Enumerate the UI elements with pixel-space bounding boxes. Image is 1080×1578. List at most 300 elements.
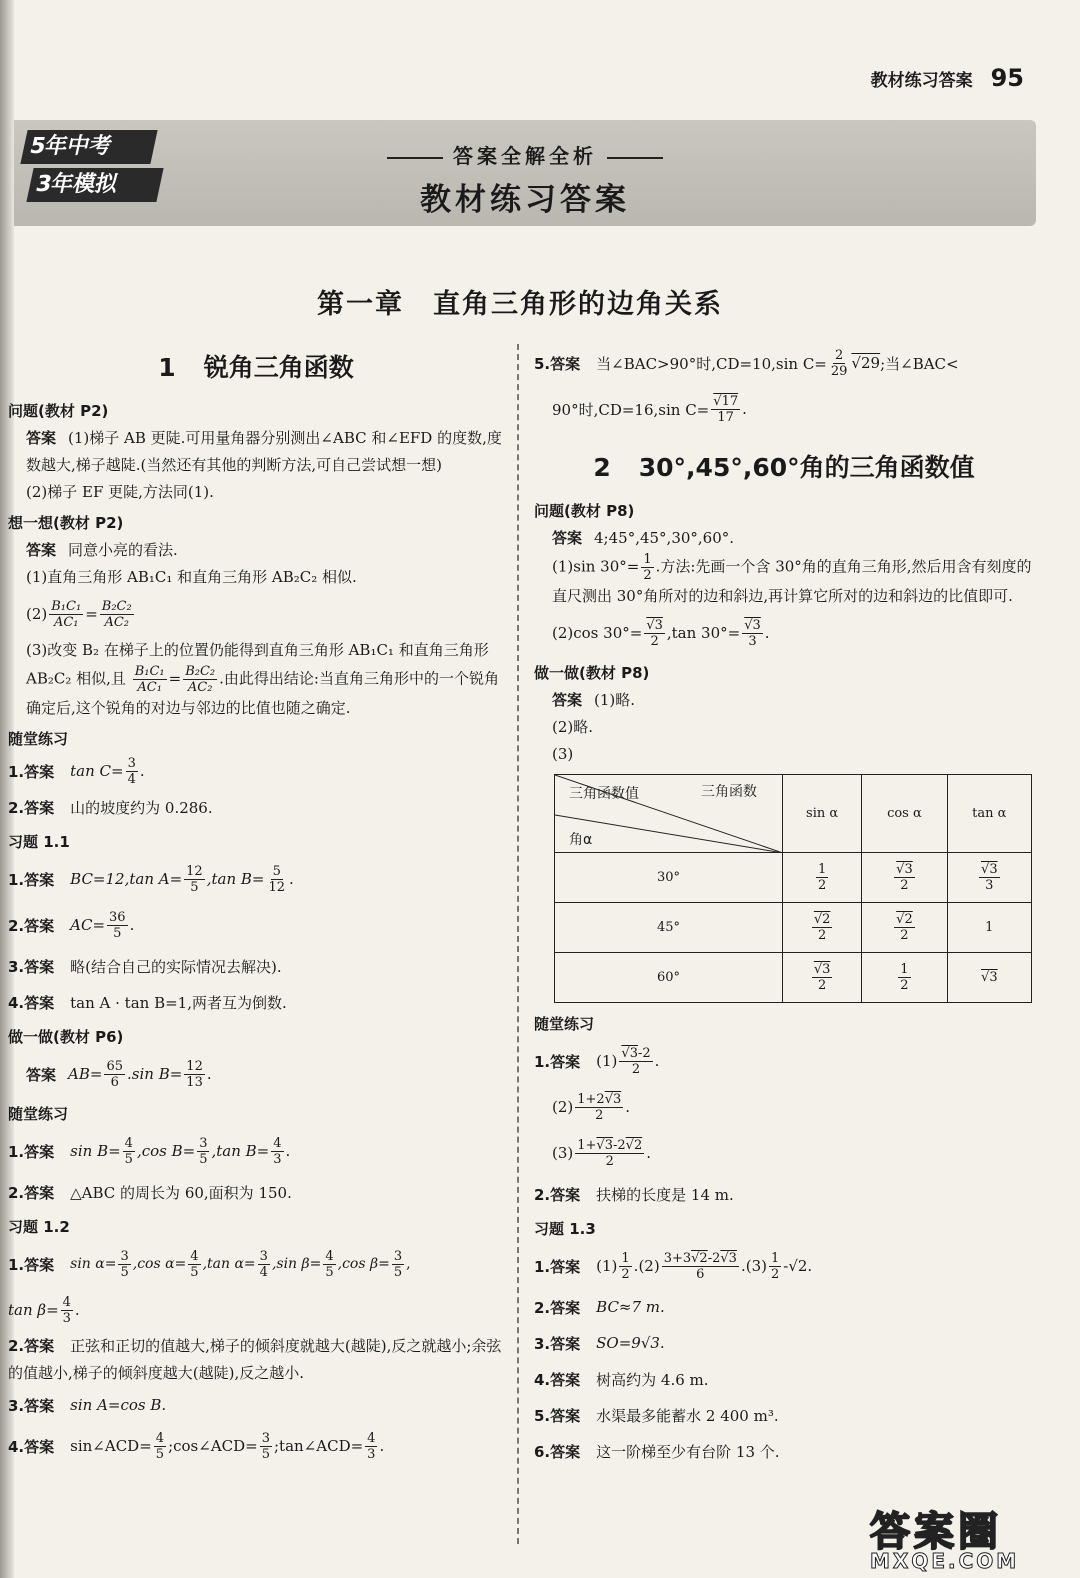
xiti13-answer-2	[534, 1289, 1034, 1325]
answer-text: .	[764, 624, 770, 642]
fraction	[118, 1249, 130, 1280]
suitang3-answer-1	[534, 1038, 1034, 1084]
answer-label: 答案	[26, 429, 57, 447]
numerator: √ 2	[812, 912, 833, 928]
answer-label: 1.答案	[8, 762, 55, 781]
denominator: 2	[650, 633, 659, 649]
answer-text: ;当∠BAC<	[880, 354, 959, 373]
xiti11-answer-4	[8, 984, 504, 1020]
term: 3+3	[663, 1250, 692, 1266]
sqrt-value: √ 2	[691, 1251, 708, 1266]
heading-suitang-3: 随堂练习	[534, 1015, 595, 1033]
xiti12-answer-3	[8, 1387, 504, 1423]
answer-text: .	[289, 870, 294, 888]
sqrt-value: √ 2	[626, 1138, 643, 1153]
answer-5-s1	[534, 340, 1034, 386]
xiti11-answer-3	[8, 948, 504, 984]
denominator: 2	[900, 878, 909, 893]
answer-text: AB=	[68, 1065, 103, 1083]
answer-label: 答案	[26, 541, 57, 559]
table-row	[555, 853, 1032, 903]
suitang2-answer-1	[8, 1128, 504, 1174]
suitang3-answer-1b	[534, 1084, 1034, 1130]
answer-label: 6.答案	[534, 1442, 581, 1461]
site-watermark	[870, 1500, 1060, 1573]
denominator: 2	[900, 928, 909, 943]
numerator: √ 2	[894, 912, 915, 928]
term: -2	[613, 1137, 626, 1153]
answer-xiang-1	[8, 537, 504, 564]
answer-text: (1)	[596, 1257, 618, 1275]
zuo-p6-answer	[8, 1051, 504, 1097]
numerator: √ 17	[711, 394, 740, 410]
wenti-p8-answer-3	[534, 610, 1034, 656]
answer-text: .	[129, 916, 135, 934]
xiti12-answer-4	[8, 1423, 504, 1469]
numerator: 36	[109, 909, 126, 925]
denominator: 3	[273, 1151, 282, 1167]
banner-title: 教材练习答案	[420, 182, 630, 218]
answer-text: AC=	[70, 916, 106, 934]
heading-xiti-1-1: 习题 1.1	[8, 833, 70, 851]
denominator: AC₂	[104, 614, 129, 630]
fraction	[711, 394, 740, 425]
cell-tan45: 1	[947, 903, 1031, 953]
fraction	[126, 756, 138, 787]
sqrt-value: √ 3	[981, 970, 998, 985]
diag-label-values: 三角函数值	[569, 786, 639, 802]
fraction	[365, 1431, 377, 1462]
answer-text: 4;45°,45°,30°,60°.	[594, 529, 735, 547]
zuo-p8-answer-2: (2)略.	[552, 718, 594, 736]
fraction	[894, 912, 915, 943]
denominator: AC₂	[187, 680, 213, 695]
logo-line2: 3年模拟	[26, 168, 163, 202]
fraction	[188, 1249, 200, 1280]
section-2-title	[534, 448, 1034, 484]
numerator: 12	[186, 1058, 203, 1074]
answer-text: 山的坡度约为 0.286.	[70, 798, 213, 817]
xiti13-answer-6	[534, 1433, 1034, 1469]
denominator: 2	[817, 878, 827, 893]
numerator: 4	[367, 1430, 376, 1446]
numerator	[619, 1046, 652, 1062]
heading-suitang-2: 随堂练习	[8, 1105, 69, 1123]
answer-text: 90°时,CD=16,sin C=	[552, 400, 710, 419]
heading-xiti-1-3: 习题 1.3	[534, 1220, 596, 1238]
numerator: √ 3	[644, 618, 665, 634]
numerator: √ 3	[894, 862, 915, 878]
numerator: 5	[272, 863, 281, 879]
fraction	[619, 1046, 652, 1077]
denominator: 4	[127, 771, 136, 787]
answer-label: 2.答案	[8, 1337, 55, 1355]
denominator: 6	[110, 1074, 119, 1090]
term: 1+2	[577, 1091, 605, 1107]
answer-text: 扶梯的长度是 14 m.	[596, 1185, 734, 1204]
sqrt-value: √ 3	[621, 1046, 638, 1061]
suitang2-answer-2	[8, 1174, 504, 1210]
denominator: 2	[621, 1266, 630, 1282]
numerator: 4	[62, 1294, 71, 1310]
numerator: 4	[124, 1135, 133, 1151]
heading-wenti-p8: 问题(教材 P8)	[534, 502, 635, 520]
numerator: 3	[261, 1430, 270, 1446]
numerator: B₂C₂	[101, 598, 132, 614]
fraction	[154, 1431, 166, 1462]
fraction	[184, 1059, 205, 1090]
fraction	[184, 864, 205, 895]
trig-value-table	[554, 774, 1032, 1003]
answer-text: sin A=cos B.	[70, 1396, 167, 1414]
sqrt-value: √ 3	[605, 1092, 622, 1107]
wenti-p8-answer-2	[534, 552, 1034, 610]
xiti13-answer-1	[534, 1243, 1034, 1289]
answer-text: .由此得出结论:当直角三角形中的一个锐角确定后,这个锐角的对边与邻边的比值也随之确定.	[26, 669, 499, 717]
denominator: 2	[595, 1107, 604, 1123]
answer-label: 2.答案	[8, 798, 55, 817]
heading-xiang-p2: 想一想(教材 P2)	[8, 514, 124, 532]
banner-subtitle	[14, 140, 1036, 169]
answer-label: 1.答案	[8, 1255, 55, 1274]
numerator	[575, 1138, 644, 1154]
answer-text: .	[139, 762, 145, 780]
diag-label-angle: 角α	[569, 832, 593, 848]
denominator: 2	[817, 928, 827, 943]
fraction	[742, 618, 763, 649]
cell-cos60	[862, 953, 947, 1003]
answer-text: 同意小亮的看法.	[68, 541, 178, 559]
answer-text: (1)略.	[594, 691, 636, 709]
fraction	[662, 1251, 739, 1282]
answer-text: 略(结合自己的实际情况去解决).	[70, 957, 282, 976]
zuo-p8-answer-1	[534, 687, 1034, 714]
diag-label-function: 三角函数	[701, 784, 757, 800]
numerator: 4	[325, 1248, 334, 1264]
answer-text: .	[74, 1301, 80, 1319]
answer-text: ,cos B=	[136, 1142, 196, 1160]
suitang1-answer-1	[8, 753, 504, 789]
running-head-title: 教材练习答案	[870, 71, 973, 91]
section-banner	[14, 120, 1036, 226]
denominator: 5	[261, 1446, 270, 1462]
section-1-name: 锐角三角函数	[203, 353, 354, 382]
answer-label: 2.答案	[534, 1185, 581, 1204]
cell-tan30	[947, 853, 1031, 903]
xiti13-answer-3	[534, 1325, 1034, 1361]
answer-label: 5.答案	[534, 1406, 581, 1425]
answer-text: .	[285, 1142, 291, 1160]
numerator: 1	[817, 862, 827, 877]
answer-text: ;tan∠ACD=	[274, 1437, 364, 1455]
answer-text: 水渠最多能蓄水 2 400 m³.	[596, 1406, 779, 1425]
banner-subtitle-text: 答案全解全析	[453, 144, 597, 168]
answer-text: ,cos α=	[132, 1256, 187, 1272]
denominator: 2	[900, 978, 909, 993]
denominator: 2	[631, 1061, 641, 1077]
answer-xiang-4: (3)改变 B₂ 在梯子上的位置仍能得到直角三角形 AB₁C₁ 和直角三角形 AB₂C₂ 相似,且 $\frac{\text{B₁C₁}}{\text{AC₁}}$ = $\frac{\text{B₂C₂}}{\text{AC₂}}$ .由此得出结论:当直角三角形中的一个锐角确定后,这个锐角的对边与邻边的比值也随之确定.	[26, 641, 499, 717]
rule-left	[387, 157, 443, 159]
col-header-sin: sin α	[783, 775, 862, 853]
watermark-domain: MXQE.COM	[870, 1549, 1020, 1573]
answer-label: 1.答案	[8, 1142, 55, 1161]
answer-text: ,tan α=	[202, 1256, 256, 1272]
denominator: 3	[985, 878, 994, 893]
answer-label: 2.答案	[8, 916, 55, 935]
fraction	[979, 862, 1000, 893]
answer-text: 正弦和正切的值越大,梯子的倾斜度就越大(越陡),反之就越小;余弦的值越小,梯子的倾斜度越大(越陡),反之越小.	[8, 1337, 502, 1382]
answer-label: 2.答案	[8, 1183, 55, 1202]
numerator: √ 3	[979, 862, 1000, 878]
denominator: 17	[717, 409, 734, 425]
numerator: 3	[199, 1135, 208, 1151]
fraction	[898, 962, 910, 993]
table-row	[555, 953, 1032, 1003]
denominator: 13	[186, 1074, 203, 1090]
fraction	[104, 1059, 125, 1090]
answer-label: 4.答案	[534, 1370, 581, 1389]
fraction	[575, 1138, 644, 1169]
numerator: 1	[900, 962, 909, 977]
xiti12-answer-2	[8, 1333, 504, 1387]
numerator	[662, 1251, 739, 1267]
denominator: 3	[367, 1446, 376, 1462]
numerator: 4	[273, 1135, 282, 1151]
numerator: 65	[106, 1058, 123, 1074]
answer-text: 当∠BAC>90°时,CD=10,sin C=	[596, 354, 827, 373]
wenti-p8-answer-1	[534, 525, 1034, 552]
fraction	[575, 1092, 623, 1123]
answer-label: 3.答案	[534, 1334, 581, 1353]
row-header-30: 30°	[555, 853, 783, 903]
denominator: 5	[393, 1264, 403, 1280]
section-2-number: 2	[593, 453, 611, 482]
section-1-number: 1	[158, 353, 176, 382]
answer-label: 3.答案	[8, 957, 55, 976]
suitang3-answer-1c	[534, 1130, 1034, 1176]
xiti11-answer-1	[8, 856, 504, 902]
answer-text: (2)	[552, 1098, 574, 1116]
denominator: 5	[199, 1151, 208, 1167]
fraction	[323, 1249, 335, 1280]
fraction	[812, 912, 833, 943]
denominator: 5	[190, 879, 199, 895]
fraction	[258, 1249, 270, 1280]
fraction	[816, 862, 828, 893]
cell-sin60	[783, 953, 862, 1003]
answer-xiang-3: (2) $\frac{\text{B₁C₁}}{\text{AC₁}}$ = $\frac{\text{B₂C₂}}{\text{AC₂}}$	[26, 598, 132, 630]
heading-zuo-p8: 做一做(教材 P8)	[534, 664, 650, 682]
answer-text: .	[646, 1144, 652, 1162]
fraction	[61, 1295, 73, 1326]
answer-text: △ABC 的周长为 60,面积为 150.	[70, 1183, 292, 1202]
numerator: 1	[621, 1250, 630, 1266]
numerator: 1	[643, 552, 652, 567]
answer-text: tan β=	[8, 1301, 59, 1319]
answer-text: .	[654, 1052, 660, 1070]
fraction	[123, 1136, 135, 1167]
denominator: AC₁	[137, 680, 162, 695]
denominator: 5	[190, 1264, 199, 1280]
section-1-title	[8, 348, 504, 384]
answer-text: ,	[406, 1256, 411, 1272]
answer-wenti-p2-1	[8, 425, 504, 479]
fraction	[183, 664, 217, 695]
left-column	[8, 340, 504, 1469]
right-column	[534, 340, 1034, 1469]
fraction	[197, 1136, 209, 1167]
xiti12-answer-1-cont	[8, 1287, 504, 1333]
term: -2	[637, 1045, 651, 1061]
column-divider	[517, 344, 519, 1544]
watermark-logo-text: 答案圈	[870, 1509, 1002, 1555]
answer-text: ,tan B=	[206, 870, 265, 888]
answer-text: tan C=	[70, 762, 124, 780]
answer-text: ,tan 30°=	[666, 624, 741, 642]
row-header-45: 45°	[555, 903, 783, 953]
denominator: 2	[643, 568, 652, 583]
answer-5-s1-cont	[534, 386, 1034, 432]
heading-wenti-p2: 问题(教材 P2)	[8, 402, 109, 420]
fraction	[644, 618, 665, 649]
answer-text: ,sin β=	[271, 1256, 322, 1272]
answer-text: .	[206, 1065, 212, 1083]
answer-text: (1)梯子 AB 更陡.可用量角器分别测出∠ABC 和∠EFD 的度数,度数越大,梯子越陡.(当然还有其他的判断方法,可自己尝试想一想)	[26, 429, 502, 474]
table-row	[555, 903, 1032, 953]
term: -2	[707, 1250, 721, 1266]
answer-label: 4.答案	[8, 993, 55, 1012]
numerator: 4	[155, 1430, 165, 1446]
answer-text: (1)	[596, 1052, 618, 1070]
answer-text: (3)	[552, 1144, 574, 1162]
answer-text: ,cos β=	[337, 1256, 390, 1272]
term: 1+	[577, 1137, 597, 1153]
cell-cos45	[862, 903, 947, 953]
fraction	[260, 1431, 272, 1462]
answer-text: ;cos∠ACD=	[168, 1437, 258, 1455]
answer-label: 3.答案	[8, 1396, 55, 1415]
numerator: 4	[190, 1248, 199, 1264]
answer-text: SO=9√3.	[596, 1334, 665, 1352]
numerator: √ 3	[812, 962, 833, 978]
sqrt-value: √ 29	[851, 354, 880, 372]
fraction	[392, 1249, 404, 1280]
answer-text: (2)	[26, 605, 48, 623]
denominator: 3	[62, 1310, 71, 1326]
rule-right	[607, 157, 663, 159]
fraction	[812, 962, 833, 993]
running-head	[871, 64, 1024, 92]
denominator: 6	[696, 1266, 705, 1282]
answer-label: 1.答案	[8, 870, 55, 889]
heading-xiti-1-2: 习题 1.2	[8, 1218, 70, 1236]
numerator: 1	[770, 1250, 780, 1266]
section-2-name: 30°,45°,60°角的三角函数值	[638, 453, 975, 482]
answer-text: 树高约为 4.6 m.	[596, 1370, 709, 1389]
denominator: 5	[325, 1264, 334, 1280]
fraction	[769, 1251, 781, 1282]
col-header-tan: tan α	[947, 775, 1031, 853]
answer-text: .(2)	[633, 1257, 660, 1275]
denominator: 5	[113, 925, 122, 941]
row-header-60: 60°	[555, 953, 783, 1003]
xiti11-answer-2	[8, 902, 504, 948]
answer-wenti-p2-2: (2)梯子 EF 更陡,方法同(1).	[26, 483, 214, 501]
cell-sin45	[783, 903, 862, 953]
denominator: 2	[605, 1153, 614, 1169]
numerator: 3	[120, 1248, 129, 1264]
logo-line1: 5年中考	[20, 130, 157, 164]
heading-zuo-p6: 做一做(教材 P6)	[8, 1028, 124, 1046]
answer-text: (1)sin 30°=	[552, 557, 640, 576]
denominator: 12	[268, 879, 286, 895]
cell-tan60	[947, 953, 1031, 1003]
answer-text: .方法:先画一个含 30°角的直角三角形,然后用含有刻度的直尺测出 30°角所对的边和斜边,再计算它所对的边和斜边的比值即可.	[552, 557, 1032, 605]
denominator: 5	[155, 1446, 165, 1462]
answer-text: tan A · tan B=1,两者互为倒数.	[70, 993, 287, 1012]
denominator: 29	[830, 363, 848, 379]
denominator: 2	[817, 978, 827, 993]
numerator: B₁C₁	[134, 664, 165, 679]
answer-text: BC=12,tan A=	[70, 870, 183, 888]
numerator	[575, 1092, 623, 1108]
fraction	[100, 599, 134, 630]
fraction	[829, 348, 850, 379]
xiti12-answer-1	[8, 1241, 504, 1287]
answer-text: BC≈7 m.	[596, 1298, 665, 1316]
suitang1-answer-2	[8, 789, 504, 825]
answer-text: .sin B=	[127, 1065, 183, 1083]
fraction	[133, 664, 167, 695]
answer-label: 4.答案	[8, 1437, 55, 1456]
denominator: 3	[748, 633, 757, 649]
chapter-title: 第一章 直角三角形的边角关系	[317, 289, 723, 320]
answer-text: (2)cos 30°=	[552, 624, 643, 642]
zuo-p8-answer-3: (3)	[552, 745, 574, 763]
page-number: 95	[990, 64, 1024, 92]
fraction	[271, 1136, 283, 1167]
answer-text: .	[742, 400, 747, 418]
answer-label: 1.答案	[534, 1257, 581, 1276]
heading-suitang-1: 随堂练习	[8, 730, 69, 748]
fraction	[894, 862, 915, 893]
numerator: 2	[835, 347, 844, 363]
answer-text: .	[379, 1437, 385, 1455]
answer-text: ,tan B=	[211, 1142, 270, 1160]
numerator: √ 3	[742, 618, 763, 634]
denominator: 4	[259, 1264, 268, 1280]
denominator: AC₁	[53, 614, 79, 630]
answer-label: 答案	[26, 1065, 57, 1084]
fraction	[619, 1251, 631, 1282]
fraction	[107, 910, 128, 941]
denominator: 5	[124, 1151, 133, 1167]
numerator: 3	[393, 1248, 403, 1264]
fraction	[49, 599, 83, 630]
answer-xiang-2: (1)直角三角形 AB₁C₁ 和直角三角形 AB₂C₂ 相似.	[26, 568, 357, 586]
xiti13-answer-5	[534, 1397, 1034, 1433]
col-header-cos: cos α	[862, 775, 947, 853]
suitang3-answer-2	[534, 1176, 1034, 1212]
cell-cos30	[862, 853, 947, 903]
answer-text: sin α=	[70, 1256, 117, 1272]
sqrt-value: √ 3	[720, 1251, 737, 1266]
answer-label: 答案	[552, 529, 583, 547]
numerator: B₁C₁	[51, 598, 82, 614]
answer-label: 2.答案	[534, 1298, 581, 1317]
denominator: 2	[770, 1266, 780, 1282]
answer-text: (3)改变 B₂ 在梯子上的位置仍能得到直角三角形 AB₁C₁ 和直角三角形 AB₂C₂ 相似,且	[26, 641, 489, 688]
